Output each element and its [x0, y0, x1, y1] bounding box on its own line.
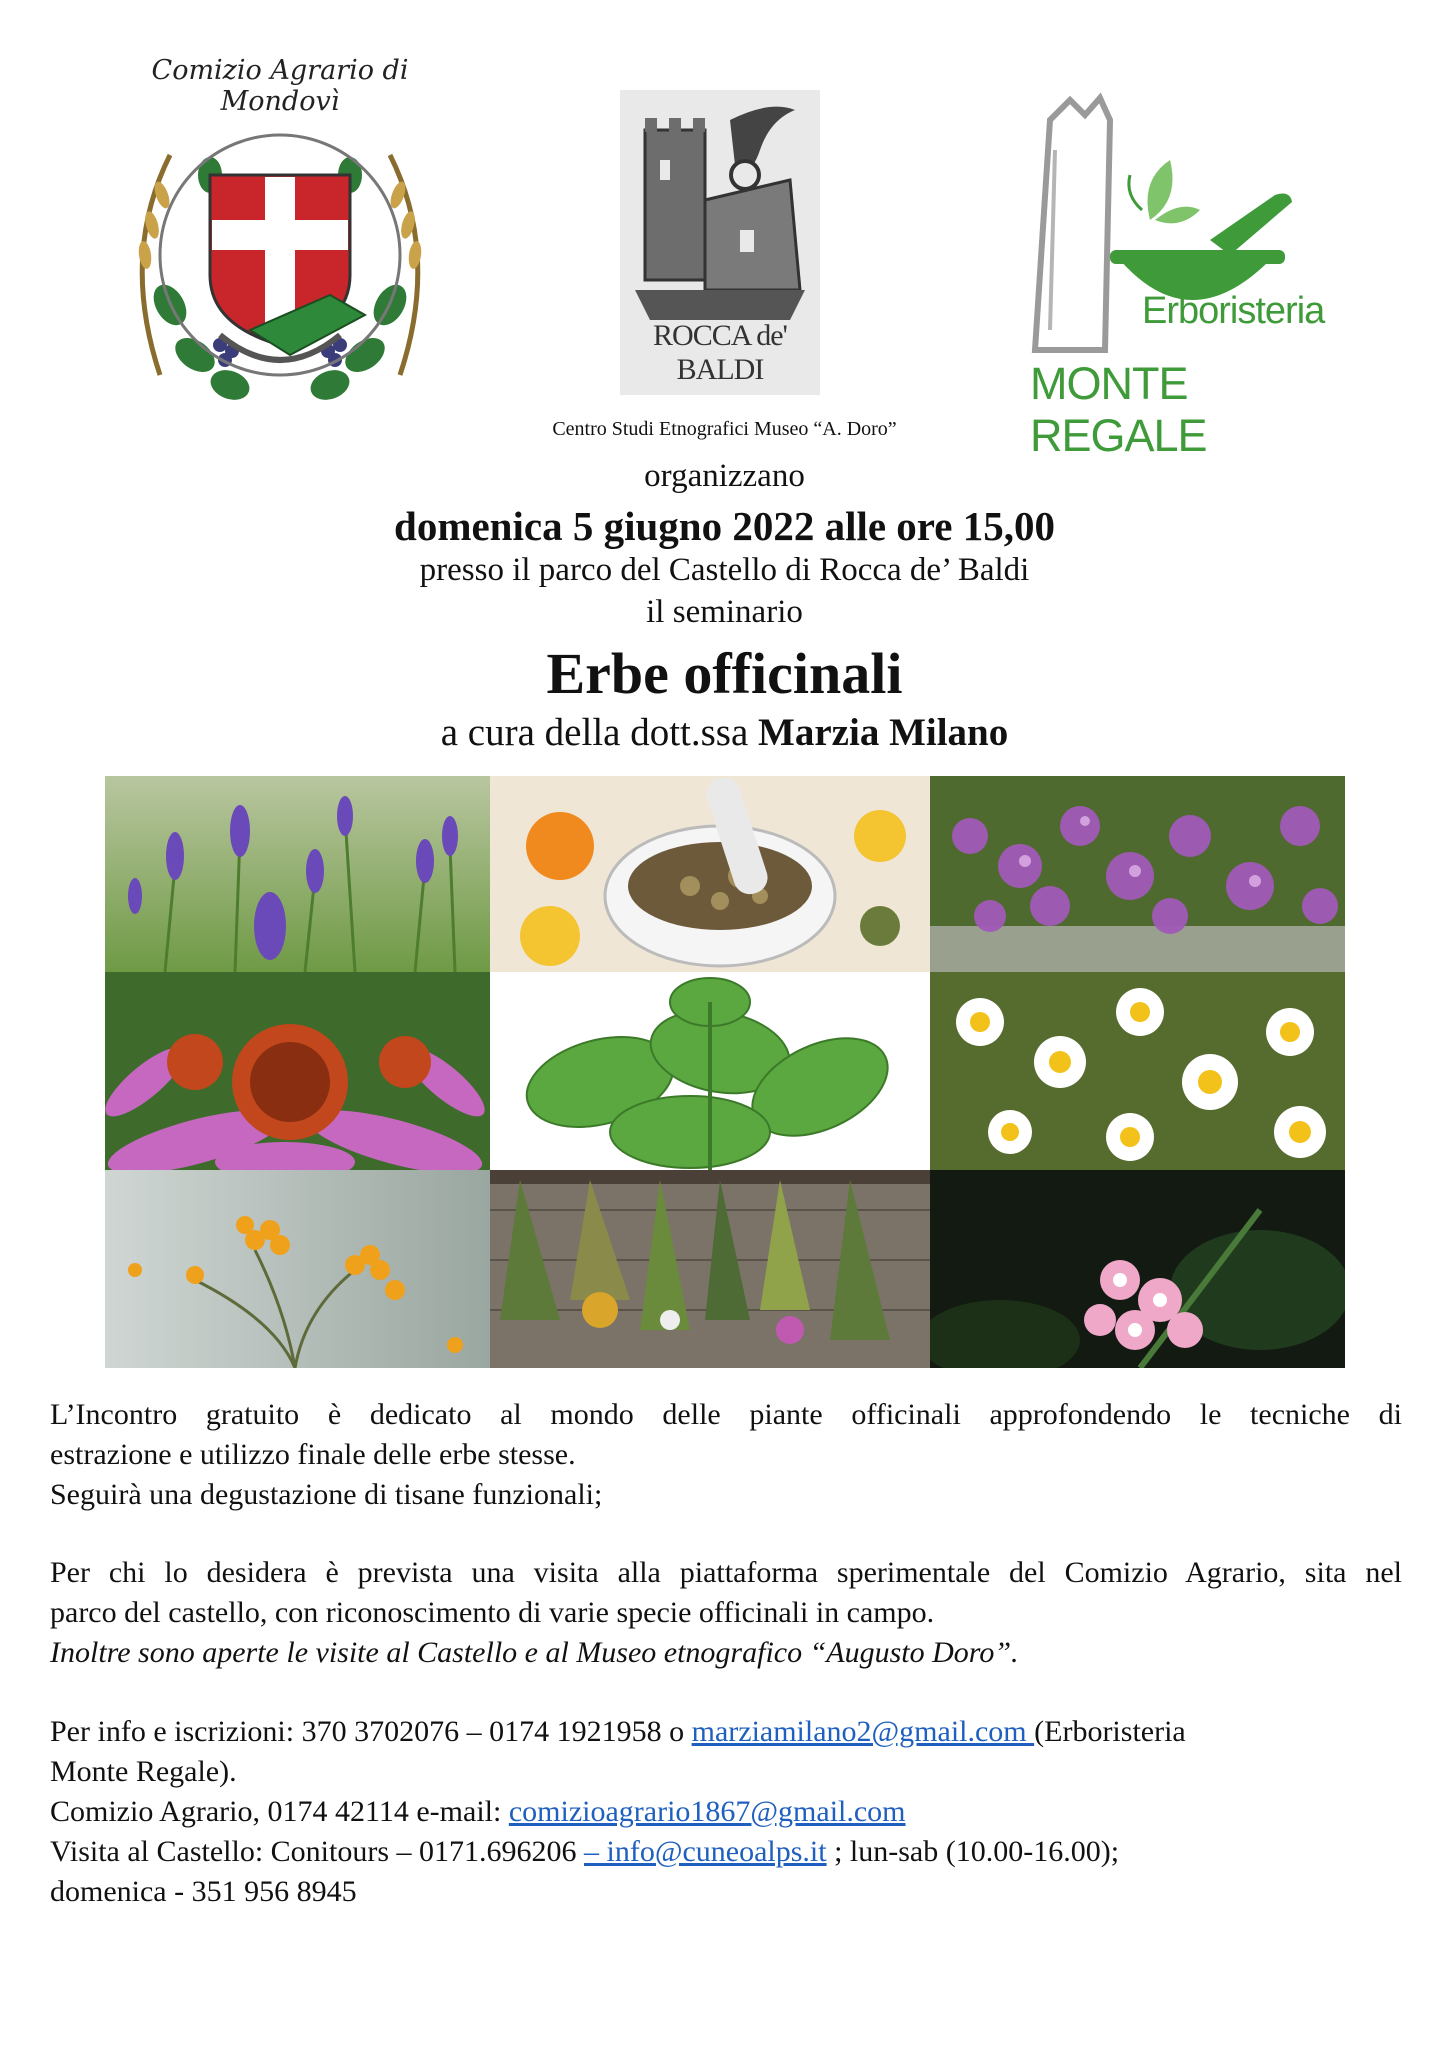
visit-line-3: Inoltre sono aperte le visite al Castello e al Museo etnografico “Augusto Doro”.: [50, 1636, 1019, 1669]
contacts-paragraph: [50, 1712, 1402, 1912]
organizzano-text: organizzano: [644, 458, 805, 494]
comizio-prefix: Comizio Agrario, 0174 42114 e-mail:: [50, 1795, 509, 1828]
domenica-contact-line: domenica - 351 956 8945: [50, 1875, 357, 1908]
comizio-contact-line: [50, 1792, 1402, 1832]
curator-prefix: a cura della dott.ssa: [440, 711, 759, 754]
photo-lavender: [105, 776, 490, 972]
erboristeria-monte-regale-logo: [1030, 90, 1325, 461]
photo-mortar-herbs: [490, 776, 930, 972]
event-date: domenica 5 giugno 2022 alle ore 15,00: [394, 503, 1055, 549]
photo-thyme: [930, 776, 1345, 972]
description-line-1: L’Incontro gratuito è dedicato al mondo delle piante officinali approfondendo le tecniche di: [50, 1398, 1402, 1431]
info-prefix: Per info e iscrizioni: 370 3702076 – 0174 1921958 o: [50, 1715, 692, 1748]
info-line: [50, 1712, 1402, 1752]
visit-line-1: Per chi lo desidera è prevista una visita alla piattaforma sperimentale del Comizio Agrario, sita nel: [50, 1556, 1402, 1589]
visit-paragraph: [50, 1553, 1402, 1673]
cuneoalps-email-link[interactable]: – info@cuneoalps.it: [584, 1835, 827, 1868]
photo-pink-flower: [930, 1170, 1345, 1368]
castello-contact-line: [50, 1832, 1402, 1872]
event-title: Erbe officinali: [546, 641, 903, 706]
description-paragraph: [50, 1395, 1402, 1515]
comizio-agrario-logo: [100, 55, 460, 415]
photo-mint: [490, 972, 930, 1170]
photo-drying-herbs: [490, 1170, 930, 1368]
coat-of-arms-icon: [100, 55, 460, 415]
comizio-email-link[interactable]: comizioagrario1867@gmail.com: [508, 1795, 906, 1828]
marzia-email-link[interactable]: marziamilano2@gmail.com: [691, 1715, 1035, 1748]
visit-line-2: parco del castello, con riconoscimento di varie specie officinali in campo.: [50, 1596, 935, 1629]
photo-tansy: [105, 1170, 490, 1368]
seminario-text: il seminario: [646, 594, 803, 630]
event-location: presso il parco del Castello di Rocca de’ Baldi: [419, 552, 1030, 588]
erboristeria-logo-line2: MONTE REGALE: [1030, 358, 1207, 461]
herb-photo-grid: [105, 776, 1345, 1368]
info-suffix: (Erboristeria: [1034, 1715, 1186, 1748]
erboristeria-logo-line1: Erboristeria: [1142, 290, 1325, 332]
curator-line: [0, 710, 1449, 755]
centro-studi-caption: Centro Studi Etnografici Museo “A. Doro”: [552, 418, 897, 440]
castello-suffix: ; lun-sab (10.00-16.00);: [826, 1835, 1120, 1868]
curator-name: Marzia Milano: [758, 711, 1009, 754]
rocca-logo-label: ROCCA de' BALDI: [653, 319, 787, 386]
info-line-2: Monte Regale).: [50, 1755, 237, 1788]
description-line-3: Seguirà una degustazione di tisane funzionali;: [50, 1478, 603, 1511]
rocca-de-baldi-logo: [620, 90, 820, 395]
castello-prefix: Visita al Castello: Conitours – 0171.696206: [50, 1835, 585, 1868]
comizio-logo-title: Comizio Agrario di Mondovì: [151, 55, 409, 117]
photo-chamomile: [930, 972, 1345, 1170]
photo-echinacea: [105, 972, 490, 1170]
description-line-2: estrazione e utilizzo finale delle erbe stesse.: [50, 1438, 576, 1471]
castle-tower-icon: [620, 90, 820, 340]
